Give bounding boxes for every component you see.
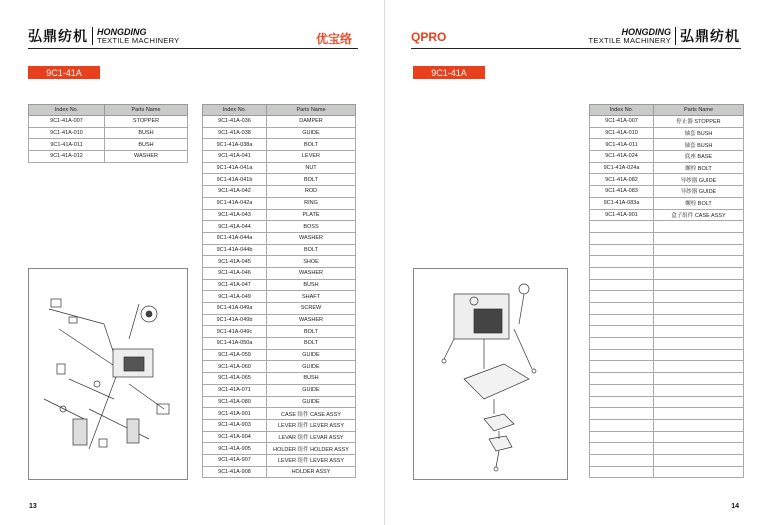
page-number: 13: [29, 503, 37, 510]
col-index-header: Index No.: [29, 105, 105, 116]
table-row: [590, 267, 744, 279]
part-name-cell: [654, 221, 744, 233]
header-rule: [28, 48, 358, 49]
brand-logo: [589, 26, 740, 46]
table-row: [203, 221, 356, 233]
part-name-cell: STOPPER: [105, 116, 188, 128]
index-cell: 9C1-41A-041: [203, 151, 267, 163]
table-row: [203, 232, 356, 244]
part-name-cell: [654, 431, 744, 443]
index-cell: 9C1-41A-082: [590, 174, 654, 186]
part-name-cell: BUSH: [267, 279, 356, 291]
table-row: [590, 197, 744, 209]
table-row: [590, 139, 744, 151]
part-name-cell: BUSH: [105, 139, 188, 151]
brand-divider: [675, 27, 676, 45]
index-cell: [590, 303, 654, 315]
exploded-diagram-drawing: [414, 269, 567, 479]
index-cell: 9C1-41A-080: [203, 396, 267, 408]
table-row: [590, 151, 744, 163]
part-name-cell: HOLDER ASSY: [267, 466, 356, 478]
right-page: [384, 0, 768, 525]
part-name-cell: 轴套 BUSH: [654, 127, 744, 139]
table-row: [590, 314, 744, 326]
index-cell: 9C1-41A-012: [29, 151, 105, 163]
table-row: [203, 162, 356, 174]
table-row: [590, 221, 744, 233]
parts-table-1: [28, 104, 188, 163]
part-name-cell: 螺栓 BOLT: [654, 197, 744, 209]
index-cell: [590, 232, 654, 244]
col-parts-header: Parts Name: [267, 105, 356, 116]
part-name-cell: [654, 326, 744, 338]
part-name-cell: GUIDE: [267, 396, 356, 408]
part-name-cell: BOLT: [267, 326, 356, 338]
table-row: [590, 256, 744, 268]
index-cell: 9C1-41A-050a: [203, 338, 267, 350]
part-name-cell: WASHER: [105, 151, 188, 163]
index-cell: 9C1-41A-045: [203, 256, 267, 268]
index-cell: [590, 443, 654, 455]
index-cell: 9C1-41A-011: [590, 139, 654, 151]
table-row: [203, 314, 356, 326]
part-name-cell: GUIDE: [267, 361, 356, 373]
brand-name-line1: HONGDING: [621, 26, 671, 37]
table-row: [203, 151, 356, 163]
part-name-cell: GUIDE: [267, 127, 356, 139]
index-cell: 9C1-41A-065: [203, 373, 267, 385]
table-row: [203, 127, 356, 139]
index-cell: 9C1-41A-907: [203, 454, 267, 466]
table-row: [590, 186, 744, 198]
table-row: [203, 396, 356, 408]
index-cell: [590, 256, 654, 268]
part-name-cell: [654, 232, 744, 244]
brand-english: [589, 28, 671, 45]
index-cell: 9C1-41A-049: [203, 291, 267, 303]
parts-table-2: [202, 104, 356, 478]
table-header-row: [590, 105, 744, 116]
part-name-cell: [654, 408, 744, 420]
index-cell: 9C1-41A-042a: [203, 197, 267, 209]
table-row: [203, 419, 356, 431]
part-name-cell: 导纱器 GUIDE: [654, 174, 744, 186]
col-index-header: Index No.: [590, 105, 654, 116]
index-cell: 9C1-41A-007: [29, 116, 105, 128]
part-name-cell: [654, 349, 744, 361]
exploded-parts-diagram: [28, 268, 188, 480]
index-cell: 9C1-41A-083a: [590, 197, 654, 209]
table-row: [590, 127, 744, 139]
table-row: [29, 151, 188, 163]
table-row: [590, 174, 744, 186]
table-row: [29, 127, 188, 139]
exploded-parts-diagram: [413, 268, 568, 480]
table-row: [203, 454, 356, 466]
index-cell: [590, 361, 654, 373]
part-name-cell: RING: [267, 197, 356, 209]
part-name-cell: LEVER 组件 LEVER ASSY: [267, 454, 356, 466]
part-name-cell: 螺栓 BOLT: [654, 162, 744, 174]
table-row: [203, 384, 356, 396]
table-row: [590, 443, 744, 455]
index-cell: [590, 466, 654, 478]
brand-chinese-name: 弘鼎纺机: [680, 29, 740, 45]
table-row: [203, 303, 356, 315]
table-row: [590, 116, 744, 128]
index-cell: [590, 326, 654, 338]
table-row: [203, 408, 356, 420]
table-row: [203, 431, 356, 443]
part-name-cell: SCREW: [267, 303, 356, 315]
header-rule: [411, 48, 741, 49]
part-name-cell: BOSS: [267, 221, 356, 233]
index-cell: 9C1-41A-041b: [203, 174, 267, 186]
index-cell: 9C1-41A-901: [590, 209, 654, 221]
part-name-cell: SHOE: [267, 256, 356, 268]
part-name-cell: [654, 443, 744, 455]
brand-logo: [28, 26, 179, 46]
part-name-cell: [654, 419, 744, 431]
part-name-cell: 底座 BASE: [654, 151, 744, 163]
index-cell: 9C1-41A-044a: [203, 232, 267, 244]
index-cell: 9C1-41A-041a: [203, 162, 267, 174]
table-row: [29, 139, 188, 151]
part-name-cell: [654, 267, 744, 279]
index-cell: 9C1-41A-011: [29, 139, 105, 151]
table-row: [590, 303, 744, 315]
part-name-cell: HOLDER 组件 HOLDER ASSY: [267, 443, 356, 455]
part-name-cell: 轴套 BUSH: [654, 139, 744, 151]
index-cell: [590, 291, 654, 303]
part-name-cell: SHAFT: [267, 291, 356, 303]
table-row: [590, 373, 744, 385]
index-cell: 9C1-41A-044: [203, 221, 267, 233]
index-cell: 9C1-41A-010: [590, 127, 654, 139]
table-row: [203, 174, 356, 186]
brand-name-line1: HONGDING: [97, 26, 147, 37]
index-cell: 9C1-41A-049b: [203, 314, 267, 326]
brand-chinese-name: 弘鼎纺机: [28, 29, 88, 45]
index-cell: [590, 396, 654, 408]
index-cell: 9C1-41A-908: [203, 466, 267, 478]
table-row: [590, 244, 744, 256]
table-row: [590, 466, 744, 478]
part-name-cell: BOLT: [267, 174, 356, 186]
index-cell: 9C1-41A-059: [203, 349, 267, 361]
part-name-cell: [654, 361, 744, 373]
table-row: [203, 256, 356, 268]
part-name-cell: BUSH: [267, 373, 356, 385]
index-cell: [590, 314, 654, 326]
table-row: [590, 326, 744, 338]
part-name-cell: [654, 384, 744, 396]
part-name-cell: BOLT: [267, 244, 356, 256]
index-cell: [590, 267, 654, 279]
part-name-cell: [654, 373, 744, 385]
index-cell: 9C1-41A-024: [590, 151, 654, 163]
index-cell: [590, 454, 654, 466]
index-cell: 9C1-41A-043: [203, 209, 267, 221]
index-cell: 9C1-41A-038a: [203, 139, 267, 151]
part-name-cell: NUT: [267, 162, 356, 174]
part-name-cell: 导纱器 GUIDE: [654, 186, 744, 198]
index-cell: 9C1-41A-024a: [590, 162, 654, 174]
part-name-cell: [654, 454, 744, 466]
part-name-cell: [654, 303, 744, 315]
part-name-cell: BOLT: [267, 139, 356, 151]
table-row: [590, 384, 744, 396]
table-row: [203, 373, 356, 385]
index-cell: 9C1-41A-010: [29, 127, 105, 139]
model-badge: 9C1-41A: [413, 66, 485, 79]
model-badge: 9C1-41A: [28, 66, 100, 79]
brand-divider: [92, 27, 93, 45]
table-row: [203, 116, 356, 128]
table-row: [590, 408, 744, 420]
index-cell: [590, 431, 654, 443]
part-name-cell: [654, 338, 744, 350]
part-name-cell: [654, 244, 744, 256]
table-row: [590, 162, 744, 174]
part-name-cell: GUIDE: [267, 384, 356, 396]
table-header-row: [29, 105, 188, 116]
table-row: [203, 326, 356, 338]
table-row: [203, 197, 356, 209]
brand-name-line2: TEXTILE MACHINERY: [588, 35, 671, 45]
exploded-diagram-drawing: [29, 269, 187, 479]
index-cell: 9C1-41A-049c: [203, 326, 267, 338]
parts-table-3: [589, 104, 744, 478]
table-row: [590, 454, 744, 466]
col-index-header: Index No.: [203, 105, 267, 116]
table-row: [590, 209, 744, 221]
index-cell: 9C1-41A-905: [203, 443, 267, 455]
table-header-row: [203, 105, 356, 116]
table-row: [203, 349, 356, 361]
index-cell: 9C1-41A-903: [203, 419, 267, 431]
table-row: [203, 267, 356, 279]
table-row: [590, 419, 744, 431]
part-name-cell: BOLT: [267, 338, 356, 350]
index-cell: 9C1-41A-904: [203, 431, 267, 443]
brand-name-line2: TEXTILE MACHINERY: [97, 35, 180, 45]
index-cell: 9C1-41A-060: [203, 361, 267, 373]
index-cell: 9C1-41A-071: [203, 384, 267, 396]
table-row: [590, 279, 744, 291]
index-cell: [590, 221, 654, 233]
part-name-cell: PLATE: [267, 209, 356, 221]
index-cell: 9C1-41A-038: [203, 127, 267, 139]
table-row: [203, 466, 356, 478]
part-name-cell: LEVER 组件 LEVER ASSY: [267, 419, 356, 431]
col-parts-header: Parts Name: [105, 105, 188, 116]
index-cell: [590, 279, 654, 291]
table-row: [590, 232, 744, 244]
qpro-title: QPRO: [411, 30, 447, 44]
page-number: 14: [731, 503, 739, 510]
table-row: [203, 186, 356, 198]
part-name-cell: LEVAR 组件 LEVAR ASSY: [267, 431, 356, 443]
table-row: [203, 209, 356, 221]
index-cell: [590, 419, 654, 431]
index-cell: 9C1-41A-042: [203, 186, 267, 198]
brand-english: [97, 28, 179, 45]
part-name-cell: 盒子组件 CASE ASSY: [654, 209, 744, 221]
index-cell: 9C1-41A-046: [203, 267, 267, 279]
index-cell: 9C1-41A-007: [590, 116, 654, 128]
index-cell: 9C1-41A-044b: [203, 244, 267, 256]
col-parts-header: Parts Name: [654, 105, 744, 116]
table-row: [203, 291, 356, 303]
table-row: [203, 443, 356, 455]
table-row: [203, 139, 356, 151]
index-cell: [590, 373, 654, 385]
index-cell: [590, 349, 654, 361]
table-row: [203, 244, 356, 256]
header-right-title: 优宝络: [316, 32, 353, 46]
index-cell: [590, 408, 654, 420]
part-name-cell: CASE 组件 CASE ASSY: [267, 408, 356, 420]
index-cell: [590, 244, 654, 256]
index-cell: 9C1-41A-049a: [203, 303, 267, 315]
part-name-cell: WASHER: [267, 232, 356, 244]
part-name-cell: WASHER: [267, 314, 356, 326]
index-cell: 9C1-41A-047: [203, 279, 267, 291]
index-cell: 9C1-41A-083: [590, 186, 654, 198]
part-name-cell: ROD: [267, 186, 356, 198]
index-cell: 9C1-41A-036: [203, 116, 267, 128]
table-row: [203, 279, 356, 291]
table-row: [203, 361, 356, 373]
index-cell: [590, 338, 654, 350]
part-name-cell: [654, 396, 744, 408]
part-name-cell: [654, 256, 744, 268]
part-name-cell: LEVER: [267, 151, 356, 163]
index-cell: 9C1-41A-901: [203, 408, 267, 420]
part-name-cell: [654, 466, 744, 478]
table-row: [590, 431, 744, 443]
part-name-cell: DAMPER: [267, 116, 356, 128]
part-name-cell: [654, 291, 744, 303]
index-cell: [590, 384, 654, 396]
part-name-cell: GUIDE: [267, 349, 356, 361]
table-row: [203, 338, 356, 350]
table-row: [29, 116, 188, 128]
table-row: [590, 291, 744, 303]
table-row: [590, 361, 744, 373]
table-row: [590, 349, 744, 361]
table-row: [590, 396, 744, 408]
part-name-cell: [654, 314, 744, 326]
part-name-cell: [654, 279, 744, 291]
part-name-cell: WASHER: [267, 267, 356, 279]
part-name-cell: BUSH: [105, 127, 188, 139]
table-row: [590, 338, 744, 350]
part-name-cell: 停止器 STOPPER: [654, 116, 744, 128]
